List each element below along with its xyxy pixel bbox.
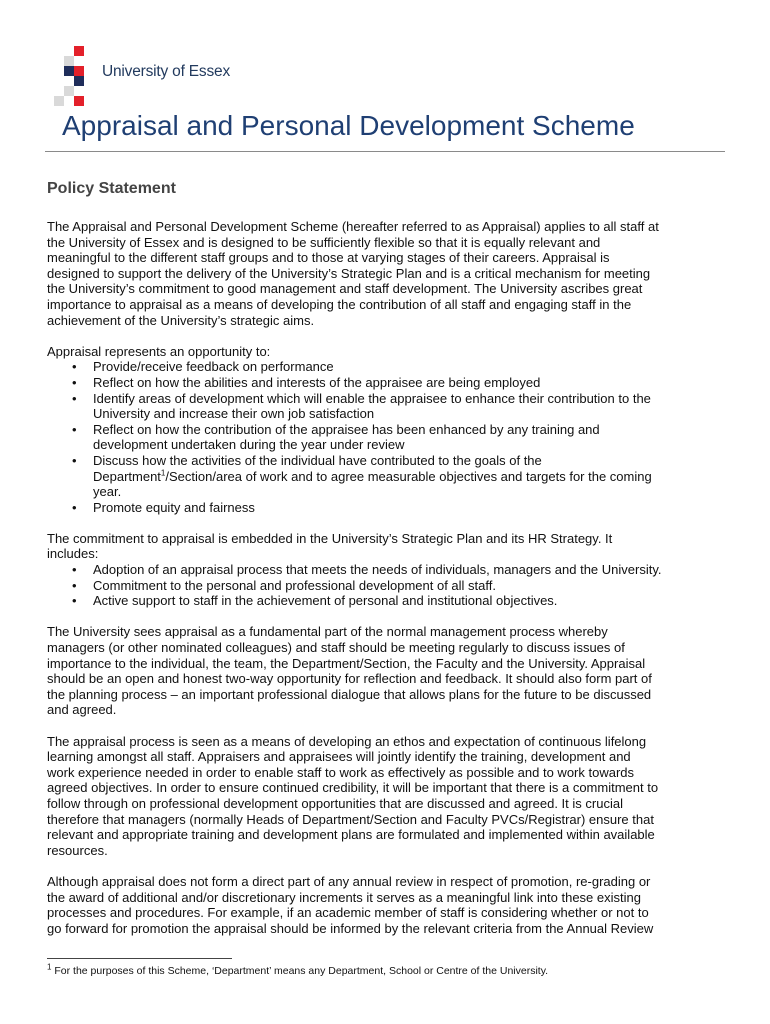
commitment-paragraph: The commitment to appraisal is embedded in the University’s Strategic Plan and its HR Strategy. It includes: [47, 530, 613, 562]
list-item: • Discuss how the activities of the individual have contributed to the goals of the Department$^1$/Section/area of work and to agree measurable objectives and targets for the coming year. [47, 453, 727, 500]
logo-red-square [74, 66, 84, 76]
footnote-number: 1 [47, 962, 52, 972]
logo-red-square [74, 96, 84, 106]
footnote-divider [47, 958, 232, 959]
university-logo [54, 46, 254, 108]
logo-navy-square [64, 66, 74, 76]
list-item: • Adoption of an appraisal process that meets the needs of individuals, managers and the University. [47, 562, 727, 578]
list-item: • Commitment to the personal and professional development of all staff. [47, 578, 727, 594]
list-item: • Provide/receive feedback on performance [47, 359, 727, 375]
logo-red-square [74, 46, 84, 56]
fundamental-paragraph: The University sees appraisal as a fundamental part of the normal management process whereby managers (or other nominated colleagues) and staff should be meeting regularly to discuss issues of importance to the individual, the team, the Department/Section, the Faculty and the University. Appraisal should be an open and honest two-way opportunity for reflection and feedback. It should also form part of the planning process – an important professional dialogue that allows plans for the future to be discussed and agreed. [47, 624, 652, 718]
logo-navy-square [74, 76, 84, 86]
footnote-marker: 1 [160, 468, 166, 478]
title-divider [45, 151, 725, 152]
list-item: • Promote equity and fairness [47, 500, 727, 516]
promotion-paragraph: Although appraisal does not form a direct part of any annual review in respect of promotion, re-grading or the award of additional and/or discretionary increments it serves as a meaningful link into these existing processes and procedures. For example, if an academic member of staff is considering whether or not to go forward for promotion the appraisal should be informed by the relevant criteria from the Annual Review [47, 873, 654, 936]
logo-gray-square [64, 56, 74, 66]
list-item: • Identify areas of development which will enable the appraisee to enhance their contribution to the University and increase their own job satisfaction [47, 391, 727, 422]
commitment-list [47, 562, 727, 609]
process-paragraph: The appraisal process is seen as a means of developing an ethos and expectation of continuous lifelong learning amongst all staff. Appraisers and appraisees will jointly identify the training, development and work experience needed in order to enable staff to work as effectively as possible and to work towards agreed objectives. In order to ensure continued credibility, it will be important that there is a commitment to follow through on professional development opportunities that are discussed and agreed. It is crucial therefore that managers (normally Heads of Department/Section and Faculty PVCs/Registrar) ensure that relevant and appropriate training and development plans are formulated and implemented within available resources. [47, 733, 659, 858]
intro-paragraph: The Appraisal and Personal Development Scheme (hereafter referred to as Appraisal) applies to all staff at the University of Essex and is designed to be sufficiently flexible so that it is equally relevant and meaningful to the different staff groups and to those at varying stages of their careers. Appraisal is designed to support the delivery of the University’s Strategic Plan and is a critical mechanism for meeting the University’s commitment to good management and staff development. The University ascribes great importance to appraisal as a means of developing the contribution of all staff and engaging staff in the achievement of the University’s strategic aims. [47, 219, 659, 328]
document-body [47, 219, 727, 936]
opportunity-intro: Appraisal represents an opportunity to: [47, 343, 271, 359]
opportunity-list [47, 359, 727, 515]
logo-wordmark: University of Essex [102, 63, 230, 80]
list-item: • Reflect on how the abilities and interests of the appraisee are being employed [47, 375, 727, 391]
document-title: Appraisal and Personal Development Scheme [62, 110, 635, 141]
list-item: • Reflect on how the contribution of the appraisee has been enhanced by any training and development undertaken during the year under review [47, 422, 727, 453]
logo-gray-square [54, 96, 64, 106]
list-item: • Active support to staff in the achievement of personal and institutional objectives. [47, 593, 727, 609]
footnote-text: For the purposes of this Scheme, ‘Department’ means any Department, School or Centre of the University. [51, 965, 549, 977]
logo-gray-square [64, 86, 74, 96]
section-heading: Policy Statement [47, 180, 176, 197]
footnote [47, 962, 549, 977]
